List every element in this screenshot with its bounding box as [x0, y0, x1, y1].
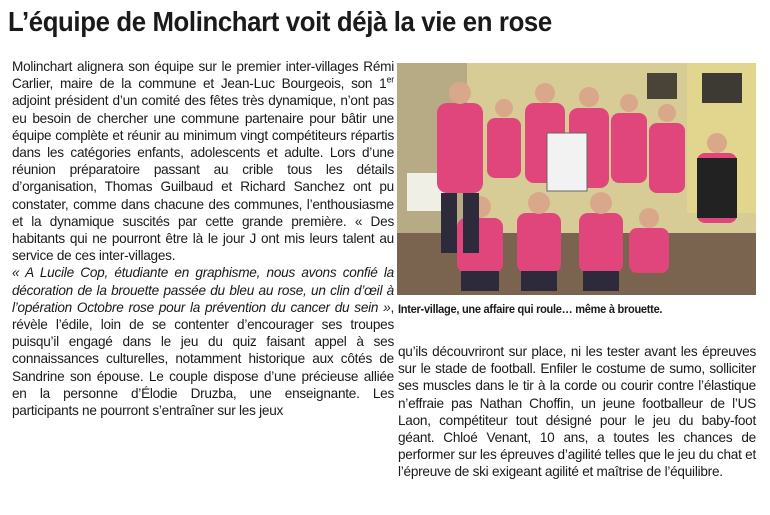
intro-text-a: Molinchart alignera son équipe sur le premier inter-villages Rémi Carlier, maire de la commune et Jean-Luc Bourgeois, son 1: [12, 59, 394, 92]
article-column-right: [398, 343, 756, 481]
quote-followup: , révèle l’édile, loin de se contenter d’encourager ses troupes puisqu’il engagé dans le jeu du quiz faisant appel à ses connaissances culturelles, notamment historique aux côtés de Sandrine son épouse. Le couple dispose d’une précieuse alliée en la personne d’Élodie Druzba, une enseignante. Les participants ne pourront s’entraîner sur les jeux: [12, 299, 394, 419]
headline: L’équipe de Molinchart voit déjà la vie en rose: [8, 6, 552, 37]
paragraph-intro: [12, 58, 394, 264]
paragraph-quote: [12, 264, 394, 419]
article-column-left: [12, 58, 394, 419]
photo-caption: Inter-village, une affaire qui roule… même à brouette.: [398, 302, 663, 316]
intro-text-b: adjoint président d’un comité des fêtes très dynamique, n’ont pas eu besoin de chercher une commune partenaire pour bâtir une équipe complète et réunir au minimum vingt compétiteurs répartis dans les catégories enfants, adolescents et adulte. Lors d’une réunion préparatoire passant au crible tous les détails d’organisation, Thomas Guilbaud et Richard Sanchez ont pu constater, comme dans chacune des communes, l’enthousiasme et la dynamique suscités par cette grande première. « Des habitants qui ne pourront être là le jour J ont mis leurs talent au service de ces inter-villages.: [12, 93, 394, 264]
paragraph-continuation: qu’ils découvriront sur place, ni les tester avant les épreuves sur le stade de football. Enfiler le costume de sumo, solliciter ses muscles dans le tir à la corde ou courir contre l’élastique n’effraie pas Nathan Choffin, un jeune footballeur de l’US Laon, compétiteur tout désigné pour le jeu du baby-foot géant. Chloé Venant, 10 ans, a toutes les chances de performer sur les épreuves d’agilité telles que le jeu du chat et l’épreuve de ski exigeant agilité et maîtrise de l’équilibre.: [398, 344, 756, 480]
team-photo: [397, 63, 756, 295]
team-photo-illustration: [397, 63, 756, 295]
quote-text: « A Lucile Cop, étudiante en graphisme, nous avons confié la décoration de la brouette passée du bleu au rose, un clin d’œil à l’opération Octobre rose pour la prévention du cancer du sein »: [12, 265, 394, 315]
ordinal-superscript: er: [386, 74, 394, 85]
